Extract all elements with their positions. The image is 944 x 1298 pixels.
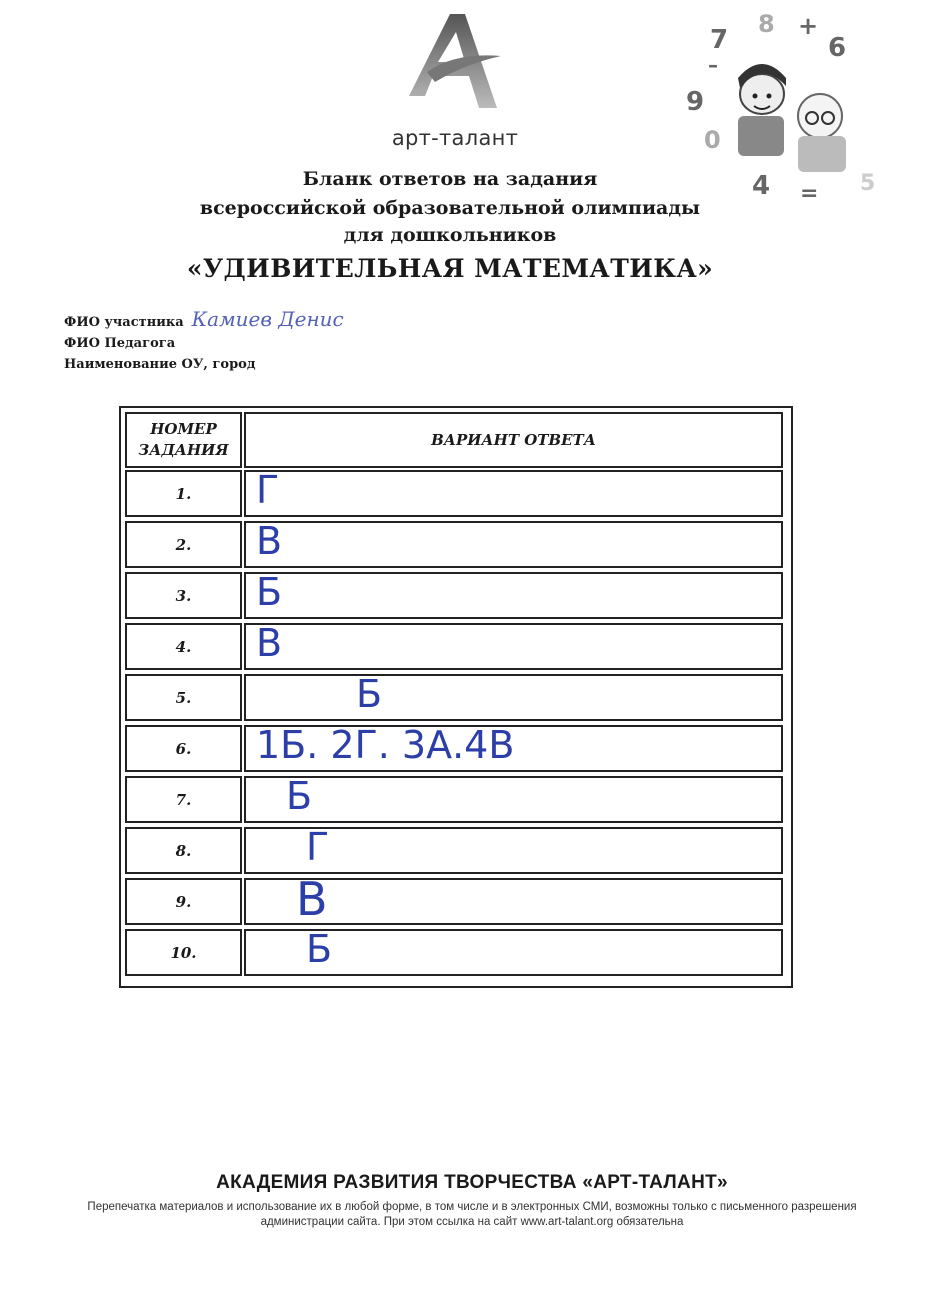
answer-cell bbox=[244, 470, 783, 517]
svg-text:–: – bbox=[708, 53, 718, 77]
participant-label: ФИО участника bbox=[64, 315, 184, 330]
answer-cell bbox=[244, 776, 783, 823]
table-row bbox=[121, 776, 791, 823]
answer-value: Б bbox=[306, 927, 333, 971]
answer-value: Б bbox=[356, 672, 383, 716]
participant-name-value: Камиев Денис bbox=[191, 307, 344, 331]
brand-name: арт-талант bbox=[391, 126, 519, 150]
table-row bbox=[121, 470, 791, 517]
table-row bbox=[121, 929, 791, 976]
table-row bbox=[121, 674, 791, 721]
teacher-label: ФИО Педагога bbox=[64, 336, 176, 351]
svg-text:7: 7 bbox=[710, 25, 729, 55]
svg-text:4: 4 bbox=[752, 171, 771, 201]
svg-text:+: + bbox=[798, 12, 819, 40]
footer-title: АКАДЕМИЯ РАЗВИТИЯ ТВОРЧЕСТВА «АРТ-ТАЛАНТ» bbox=[216, 1172, 728, 1193]
footer-copyright-note: Перепечатка материалов и использование их в любой форме, в том числе и в электронных СМИ, возможны только с письменного разрешения администрации сайта. При этом ссылка на сайт www.art-talant.org обязательна bbox=[87, 1201, 857, 1228]
answer-value: Б bbox=[286, 774, 313, 818]
task-number: 6. bbox=[125, 725, 242, 772]
table-row bbox=[121, 827, 791, 874]
answer-cell bbox=[244, 725, 783, 772]
answer-value: Г bbox=[306, 825, 330, 869]
answer-value: Б bbox=[256, 570, 283, 614]
column-header-answer: ВАРИАНТ ОТВЕТА bbox=[244, 412, 783, 468]
svg-text:8: 8 bbox=[758, 10, 775, 38]
answers-table bbox=[119, 406, 793, 988]
answer-value: В bbox=[296, 872, 328, 926]
table-row bbox=[121, 725, 791, 772]
svg-text:5: 5 bbox=[860, 171, 876, 196]
task-number: 2. bbox=[125, 521, 242, 568]
art-talant-logo-icon bbox=[405, 12, 505, 112]
form-subheading: всероссийской образовательной олимпиады bbox=[199, 197, 701, 219]
school-label: Наименование ОУ, город bbox=[64, 357, 256, 372]
task-number: 5. bbox=[125, 674, 242, 721]
answer-value: В bbox=[256, 519, 283, 563]
answer-cell bbox=[244, 623, 783, 670]
olympiad-title: «УДИВИТЕЛЬНАЯ МАТЕМАТИКА» bbox=[186, 254, 714, 283]
table-row bbox=[121, 521, 791, 568]
answer-cell bbox=[244, 929, 783, 976]
svg-text:9: 9 bbox=[686, 87, 705, 117]
task-number: 3. bbox=[125, 572, 242, 619]
task-number: 10. bbox=[125, 929, 242, 976]
answer-cell bbox=[244, 521, 783, 568]
form-audience: для дошкольников bbox=[343, 224, 557, 246]
form-heading: Бланк ответов на задания bbox=[302, 168, 598, 190]
answer-cell bbox=[244, 872, 783, 926]
svg-text:0: 0 bbox=[704, 126, 721, 154]
table-row bbox=[121, 872, 791, 926]
task-number: 1. bbox=[125, 470, 242, 517]
answer-value: В bbox=[256, 621, 283, 665]
svg-text:=: = bbox=[800, 181, 819, 206]
answer-value: Г bbox=[256, 468, 280, 512]
task-number: 8. bbox=[125, 827, 242, 874]
answer-cell bbox=[244, 572, 783, 619]
task-number: 9. bbox=[125, 878, 242, 925]
svg-text:6: 6 bbox=[828, 33, 847, 63]
table-row bbox=[121, 572, 791, 619]
answer-cell bbox=[244, 674, 783, 721]
school-field bbox=[64, 349, 264, 373]
task-number: 7. bbox=[125, 776, 242, 823]
table-row bbox=[121, 623, 791, 670]
answer-cell bbox=[244, 827, 783, 874]
column-header-number: НОМЕР ЗАДАНИЯ bbox=[125, 412, 242, 468]
answer-value: 1Б. 2Г. 3А.4В bbox=[256, 723, 515, 767]
task-number: 4. bbox=[125, 623, 242, 670]
